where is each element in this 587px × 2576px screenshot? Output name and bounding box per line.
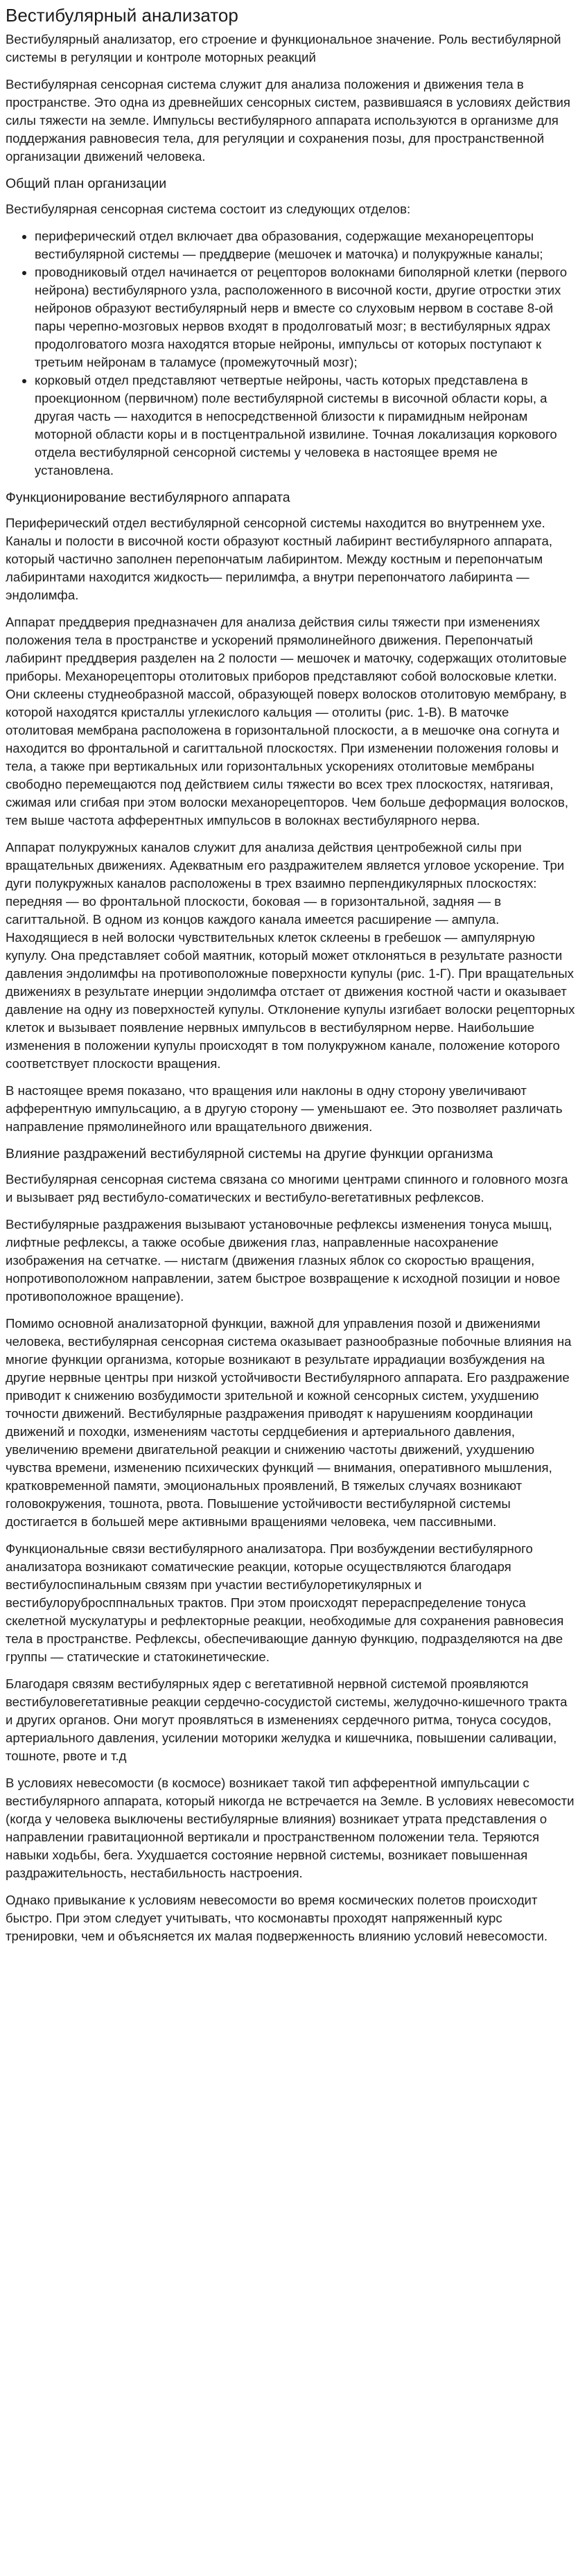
paragraph: Периферический отдел вестибулярной сенсорной системы находится во внутреннем ухе. Каналы и полости в височной кости образуют костный лабиринт вестибулярного аппарата, который частично заполнен перепончатым лабиринтом. Между костным и перепончатым лабиринтами находится жидкость— перилимфа, а внутри перепончатого лабиринта — эндолимфа.: [6, 516, 552, 602]
section-heading: Общий план организации: [6, 176, 167, 191]
section-heading: Функционирование вестибулярного аппарата: [6, 490, 290, 505]
paragraph: Помимо основной анализаторной функции, важной для управления позой и движениями человека, вестибулярная сенсорная система оказывает разнообразные побочные влияния на многие функции организма, которые возникают в результате иррадиации возбуждения на другие нервные центры при низкой устойчивости Вестибулярного аппарата. Его раздражение приводит к снижению возбудимости зрительной и кожной сенсорных систем, ухудшению точности движений. Вестибулярные раздражения приводят к нарушениям координации движений и походки, изменениям частоты сердцебиения и артериального давления, увеличению времени двигательной реакции и снижению частоты движений, ухудшению чувства времени, изменению психических функций — внимания, оперативного мышления, кратковременной памяти, эмоциональных проявлений, В тяжелых случаях возникают головокружения, тошнота, рвота. Повышение устойчивости вестибулярной системы достигается в большей мере активными вращениями человека, чем пассивными.: [6, 1316, 572, 1529]
page-title: Вестибулярный анализатор: [6, 5, 238, 26]
paragraph: Однако привыкание к условиям невесомости во время космических полетов происходит быстро. При этом следует учитывать, что космонавты проходят напряженный курс тренировки, чем и объясняется их малая подверженность влиянию условий невесомости.: [6, 1893, 548, 1943]
list-item: • проводниковый отдел начинается от рецепторов волокнами биполярной клетки (первого нейрона) вестибулярного узла, расположенного в височной кости, другие отростки этих нейронов образуют вестибулярный нерв и вместе со слуховым нервом в составе 8-ой пары черепно-мозговых нервов входят в продолговатый мозг; в вестибулярных ядрах продолговатого мозга находятся вторые нейроны, импульсы от которых поступают к третьим нейронам в таламусе (промежуточный мозг);: [35, 263, 577, 371]
list-item: • периферический отдел включает два образования, содержащие механорецепторы вестибулярной системы — преддверие (мешочек и маточка) и полукружные каналы;: [35, 227, 577, 263]
paragraph: В настоящее время показано, что вращения или наклоны в одну сторону увеличивают афферентную импульсацию, а в другую сторону — уменьшают ее. Это позволяет различать направление прямолинейного или вращательного движения.: [6, 1083, 563, 1134]
paragraph: Вестибулярная сенсорная система связана со многими центрами спинного и головного мозга и вызывает ряд вестибуло-соматических и вестибуло-вегетативных рефлексов.: [6, 1172, 568, 1204]
section-heading: Влияние раздражений вестибулярной системы на другие функции организма: [6, 1146, 493, 1162]
paragraph: Аппарат преддверия предназначен для анализа действия силы тяжести при изменениях положения тела в пространстве и ускорений прямолинейного движения. Перепончатый лабиринт преддверия разделен на 2 полости — мешочек и маточку, содержащих отолитовые приборы. Механорецепторы отолитовых приборов представляют собой волосковые клетки. Они склеены студнеобразной массой, образующей поверх волосков отолитовую мембрану, в которой находятся кристаллы углекислого кальция — отолиты (рис. 1-В). В маточке отолитовая мембрана расположена в горизонтальной плоскости, а в мешочке она согнута и находится во фронтальной и сагиттальной плоскостях. При изменении положения головы и тела, а также при вертикальных или горизонтальных ускорениях отолитовые мембраны свободно перемещаются под действием силы тяжести во всех трех плоскостях, натягивая, сжимая или сгибая при этом волоски механорецепторов. Чем больше деформация волосков, тем выше частота афферентных импульсов в волокнах вестибулярного нерва.: [6, 615, 569, 827]
paragraph: Аппарат полукружных каналов служит для анализа действия центробежной силы при вращательных движениях. Адекватным его раздражителем является угловое ускорение. Три дуги полукружных каналов расположены в трех взаимно перпендикулярных плоскостях: передняя — во фронтальной плоскости, боковая — в горизонтальной, задняя — в сагиттальной. В одном из концов каждого канала имеется расширение — ампула. Находящиеся в ней волоски чувствительных клеток склеены в гребешок — ампулярную купулу. Она представляет собой маятник, который может отклоняться в результате разности давления эндолимфы на противоположные поверхности купулы (рис. 1-Г). При вращательных движениях в результате инерции эндолимфа отстает от движения костной части и оказывает давление на одну из поверхностей купулы. Отклонение купулы изгибает волоски рецепторных клеток и вызывает появление нервных импульсов в вестибулярном нерве. Наибольшие изменения в положении купулы происходят в том полукружном канале, положение которого соответствует плоскости вращения.: [6, 840, 575, 1071]
paragraph: Функциональные связи вестибулярного анализатора. При возбуждении вестибулярного анализатора возникают соматические реакции, которые осуществляются благодаря вестибулоспинальным связям при участии вестибулоретикулярных и вестибулорубросппнальных трактов. При этом происходят перераспределение тонуса скелетной мускулатуры и рефлекторные реакции, необходимые для сохранения равновесия тела в пространстве. Рефлексы, обеспечивающие данную функцию, подразделяются на две группы — статические и статокинетические.: [6, 1541, 564, 1664]
paragraph: Вестибулярный анализатор, его строение и функциональное значение. Роль вестибулярной системы в регуляции и контроле моторных реакций: [6, 32, 561, 64]
paragraph: Вестибулярные раздражения вызывают установочные рефлексы изменения тонуса мышц, лифтные рефлексы, а также особые движения глаз, направленные насохранение изображения на сетчатке. — нистагм (движения глазных яблок со скоростью вращения, нопротивоположном направлении, затем быстрое возвращение к исходной позиции и новое противоположное вращение).: [6, 1217, 561, 1304]
bullet-list: [6, 227, 577, 480]
list-item: • корковый отдел представляют четвертые нейроны, часть которых представлена в проекционном (первичном) поле вестибулярной системы в височной области коры, а другая часть — находится в непосредственной близости к пирамидным нейронам моторной области коры и в постцентральной извилине. Точная локализация коркового отдела вестибулярной сенсорной системы у человека в настоящее время не установлена.: [35, 371, 577, 480]
paragraph: Вестибулярная сенсорная система служит для анализа положения и движения тела в пространстве. Это одна из древнейших сенсорных систем, развившаяся в условиях действия силы тяжести на земле. Импульсы вестибулярного аппарата используются в организме для поддержания равновесия тела, для регуляции и сохранения позы, для пространственной организации движений человека.: [6, 77, 570, 164]
paragraph: Благодаря связям вестибулярных ядер с вегетативной нервной системой проявляются вестибуловегетативные реакции сердечно-сосудистой системы, желудочно-кишечного тракта и других органов. Они могут проявляться в изменениях сердечного ритма, тонуса сосудов, артериального давления, усилении моторики желудка и кишечника, повышении саливации, тошноте, рвоте и т.д: [6, 1676, 568, 1763]
article-body: [6, 30, 577, 1945]
paragraph: Вестибулярная сенсорная система состоит из следующих отделов:: [6, 202, 411, 216]
paragraph: В условиях невесомости (в космосе) возникает такой тип афферентной импульсации с вестибулярного аппарата, который никогда не встречается на Земле. В условиях невесомости (когда у человека выключены вестибулярные влияния) возникает утрата представления о направлении гравитационной вертикали и пространственном положении тела. Теряются навыки ходьбы, бега. Ухудшается состояние нервной системы, возникает повышенная раздражительность, нестабильность настроения.: [6, 1776, 575, 1880]
